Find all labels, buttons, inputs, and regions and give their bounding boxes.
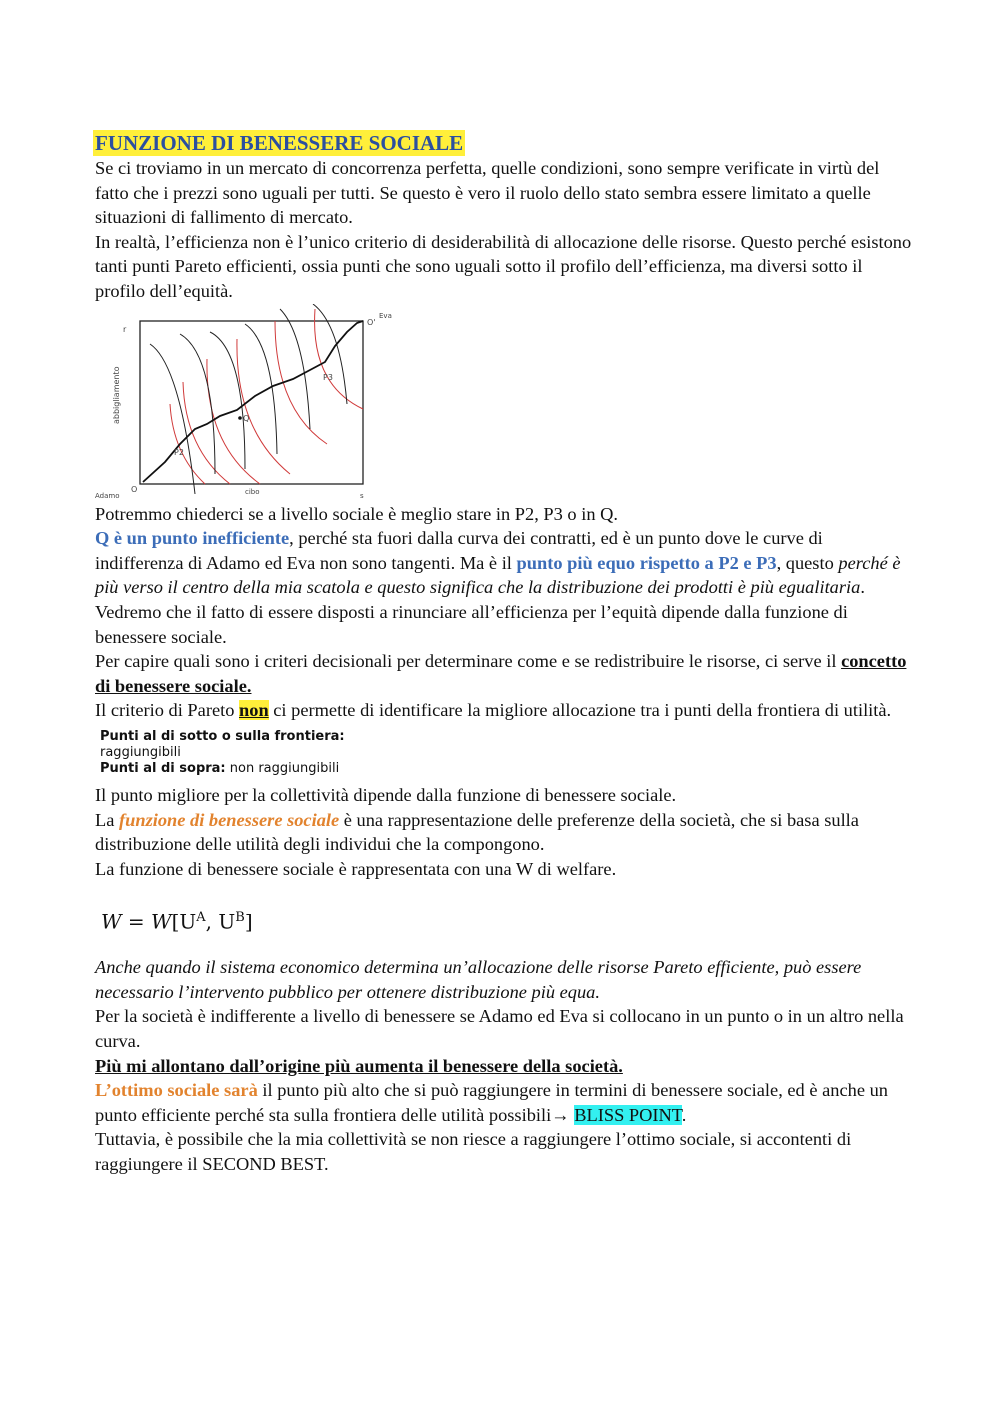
note-line: Punti al di sotto o sulla frontiera: <box>100 728 345 744</box>
label-abbigliamento: abbigliamento <box>112 366 121 424</box>
paragraph-welfare: La funzione di benessere sociale è rappresentata con una W di welfare. <box>95 858 617 879</box>
document-page <box>95 130 915 1177</box>
contract-curve <box>143 321 363 482</box>
paragraph-domanda: Potremmo chiederci se a livello sociale è meglio stare in P2, P3 o in Q. <box>95 503 618 524</box>
edgeworth-box-figure <box>95 304 395 502</box>
label-r: r <box>123 324 127 334</box>
formula-part: A <box>196 910 206 926</box>
label-o: O <box>131 484 138 494</box>
paragraph-criteri <box>95 649 915 698</box>
paragraph-origine: Più mi allontano dall’origine più aumenta il benessere della società. <box>95 1055 623 1076</box>
note-line: raggiungibili <box>100 744 181 760</box>
text-fragment: ci permette di identificare la migliore allocazione tra i punti della frontiera di utilità. <box>268 700 892 721</box>
label-cibo: cibo <box>245 487 260 496</box>
non-highlight: non <box>239 700 269 721</box>
text-fragment: . <box>860 577 865 598</box>
paragraph-punto-migliore: Il punto migliore per la collettività dipende dalla funzione di benessere sociale. <box>95 784 677 805</box>
formula-part: ] <box>244 909 253 934</box>
paragraph-mercato: Se ci troviamo in un mercato di concorrenza perfetta, quelle condizioni, sono sempre verificate in virtù del fatto che i prezzi sono uguali per tutti. Se questo è vero il ruolo dello stato sembra essere limitato a quelle situazioni di fallimento di mercato. <box>95 158 880 228</box>
paragraph-ottimo <box>95 1078 915 1127</box>
bliss-point-highlight: BLISS POINT <box>574 1104 682 1125</box>
label-q: Q <box>243 413 250 423</box>
paragraph-rinuncia: Vedremo che il fatto di essere disposti a rinunciare all’efficienza per l’equità dipende dalla funzione di benessere sociale. <box>95 601 848 647</box>
formula-part: B <box>235 910 245 926</box>
label-p3: P3 <box>323 372 333 382</box>
paragraph-intervento-pubblico: Anche quando il sistema economico determina un’allocazione delle risorse Pareto efficiente, può essere necessario l’intervento pubblico per ottenere distribuzione più equa. <box>95 957 862 1002</box>
arrow-icon: → <box>551 1104 575 1125</box>
text-fragment: è una rappresentazione delle preferenze della società, che si basa sulla distribuzione delle utilità degli individui che la compongono. <box>95 809 859 855</box>
page-title: FUNZIONE DI BENESSERE SOCIALE <box>95 131 464 155</box>
frontier-note <box>100 729 915 777</box>
paragraph-definizione <box>95 808 915 857</box>
indifference-curve-eva <box>245 324 277 454</box>
label-o-prime: O' <box>367 317 376 327</box>
q-inefficiente-text: Q è un punto inefficiente <box>95 528 290 549</box>
welfare-formula <box>101 903 915 933</box>
formula-part: = <box>121 909 152 934</box>
paragraph-efficienza: In realtà, l’efficienza non è l’unico criterio di desiderabilità di allocazione delle risorse. Questo perché esistono tanti punti Pareto efficienti, ossia punti che sono uguali sotto il profilo dell’efficienza, ma diversi sotto il profilo dell’equità. <box>95 231 912 301</box>
edgeworth-box <box>140 321 363 484</box>
text-fragment: La <box>95 809 119 830</box>
indifference-curve-eva <box>280 309 310 429</box>
note-line: non raggiungibili <box>225 760 340 776</box>
note-line: Punti al di sopra: <box>100 760 226 776</box>
formula-part: [U <box>171 909 197 934</box>
paragraph-pareto <box>95 698 915 723</box>
text-fragment: il punto più alto che si può raggiungere in termini di benessere sociale, ed è anche un punto efficiente perché sta sulla frontiera delle utilità possibili <box>95 1080 888 1125</box>
text-fragment: , questo <box>776 552 839 573</box>
paragraph-second-best: Tuttavia, è possibile che la mia collettività se non riesce a raggiungere l’ottimo sociale, si accontenti di raggiungere il SECOND BEST. <box>95 1129 852 1175</box>
piu-equo-text: punto più equo rispetto a P2 e P3 <box>516 552 777 573</box>
label-p2: P2 <box>174 447 184 457</box>
text-fragment: . <box>681 1104 687 1125</box>
label-s: s <box>360 491 364 500</box>
paragraph-indifferente: Per la società è indifferente a livello di benessere se Adamo ed Eva si collocano in un punto o in un altro nella curva. <box>95 1006 904 1052</box>
point-q <box>238 416 242 420</box>
label-eva: Eva <box>379 311 392 320</box>
text-fragment: Il criterio di Pareto <box>95 700 240 721</box>
italic-text: perché è più verso il centro della mia scatola e questo significa che la distribuzione dei prodotti è più egualitaria <box>95 552 901 598</box>
funzione-benessere-text: funzione di benessere sociale <box>119 809 340 830</box>
formula-part: W <box>151 909 172 934</box>
formula-part: W <box>101 909 122 934</box>
concetto-benessere-text: concetto di benessere sociale. <box>95 651 907 696</box>
formula-part: , U <box>205 909 236 934</box>
label-adamo: Adamo <box>95 491 120 500</box>
text-fragment: , perché sta fuori dalla curva dei contratti, ed è un punto dove le curve di indifferenza di Adamo ed Eva non sono tangenti. Ma è il <box>95 528 823 573</box>
paragraph-q-inefficiente <box>95 526 915 600</box>
text-fragment: Per capire quali sono i criteri decisionali per determinare come e se redistribuire le risorse, ci serve il <box>95 651 842 672</box>
ottimo-sociale-text: L’ottimo sociale sarà <box>95 1080 258 1101</box>
